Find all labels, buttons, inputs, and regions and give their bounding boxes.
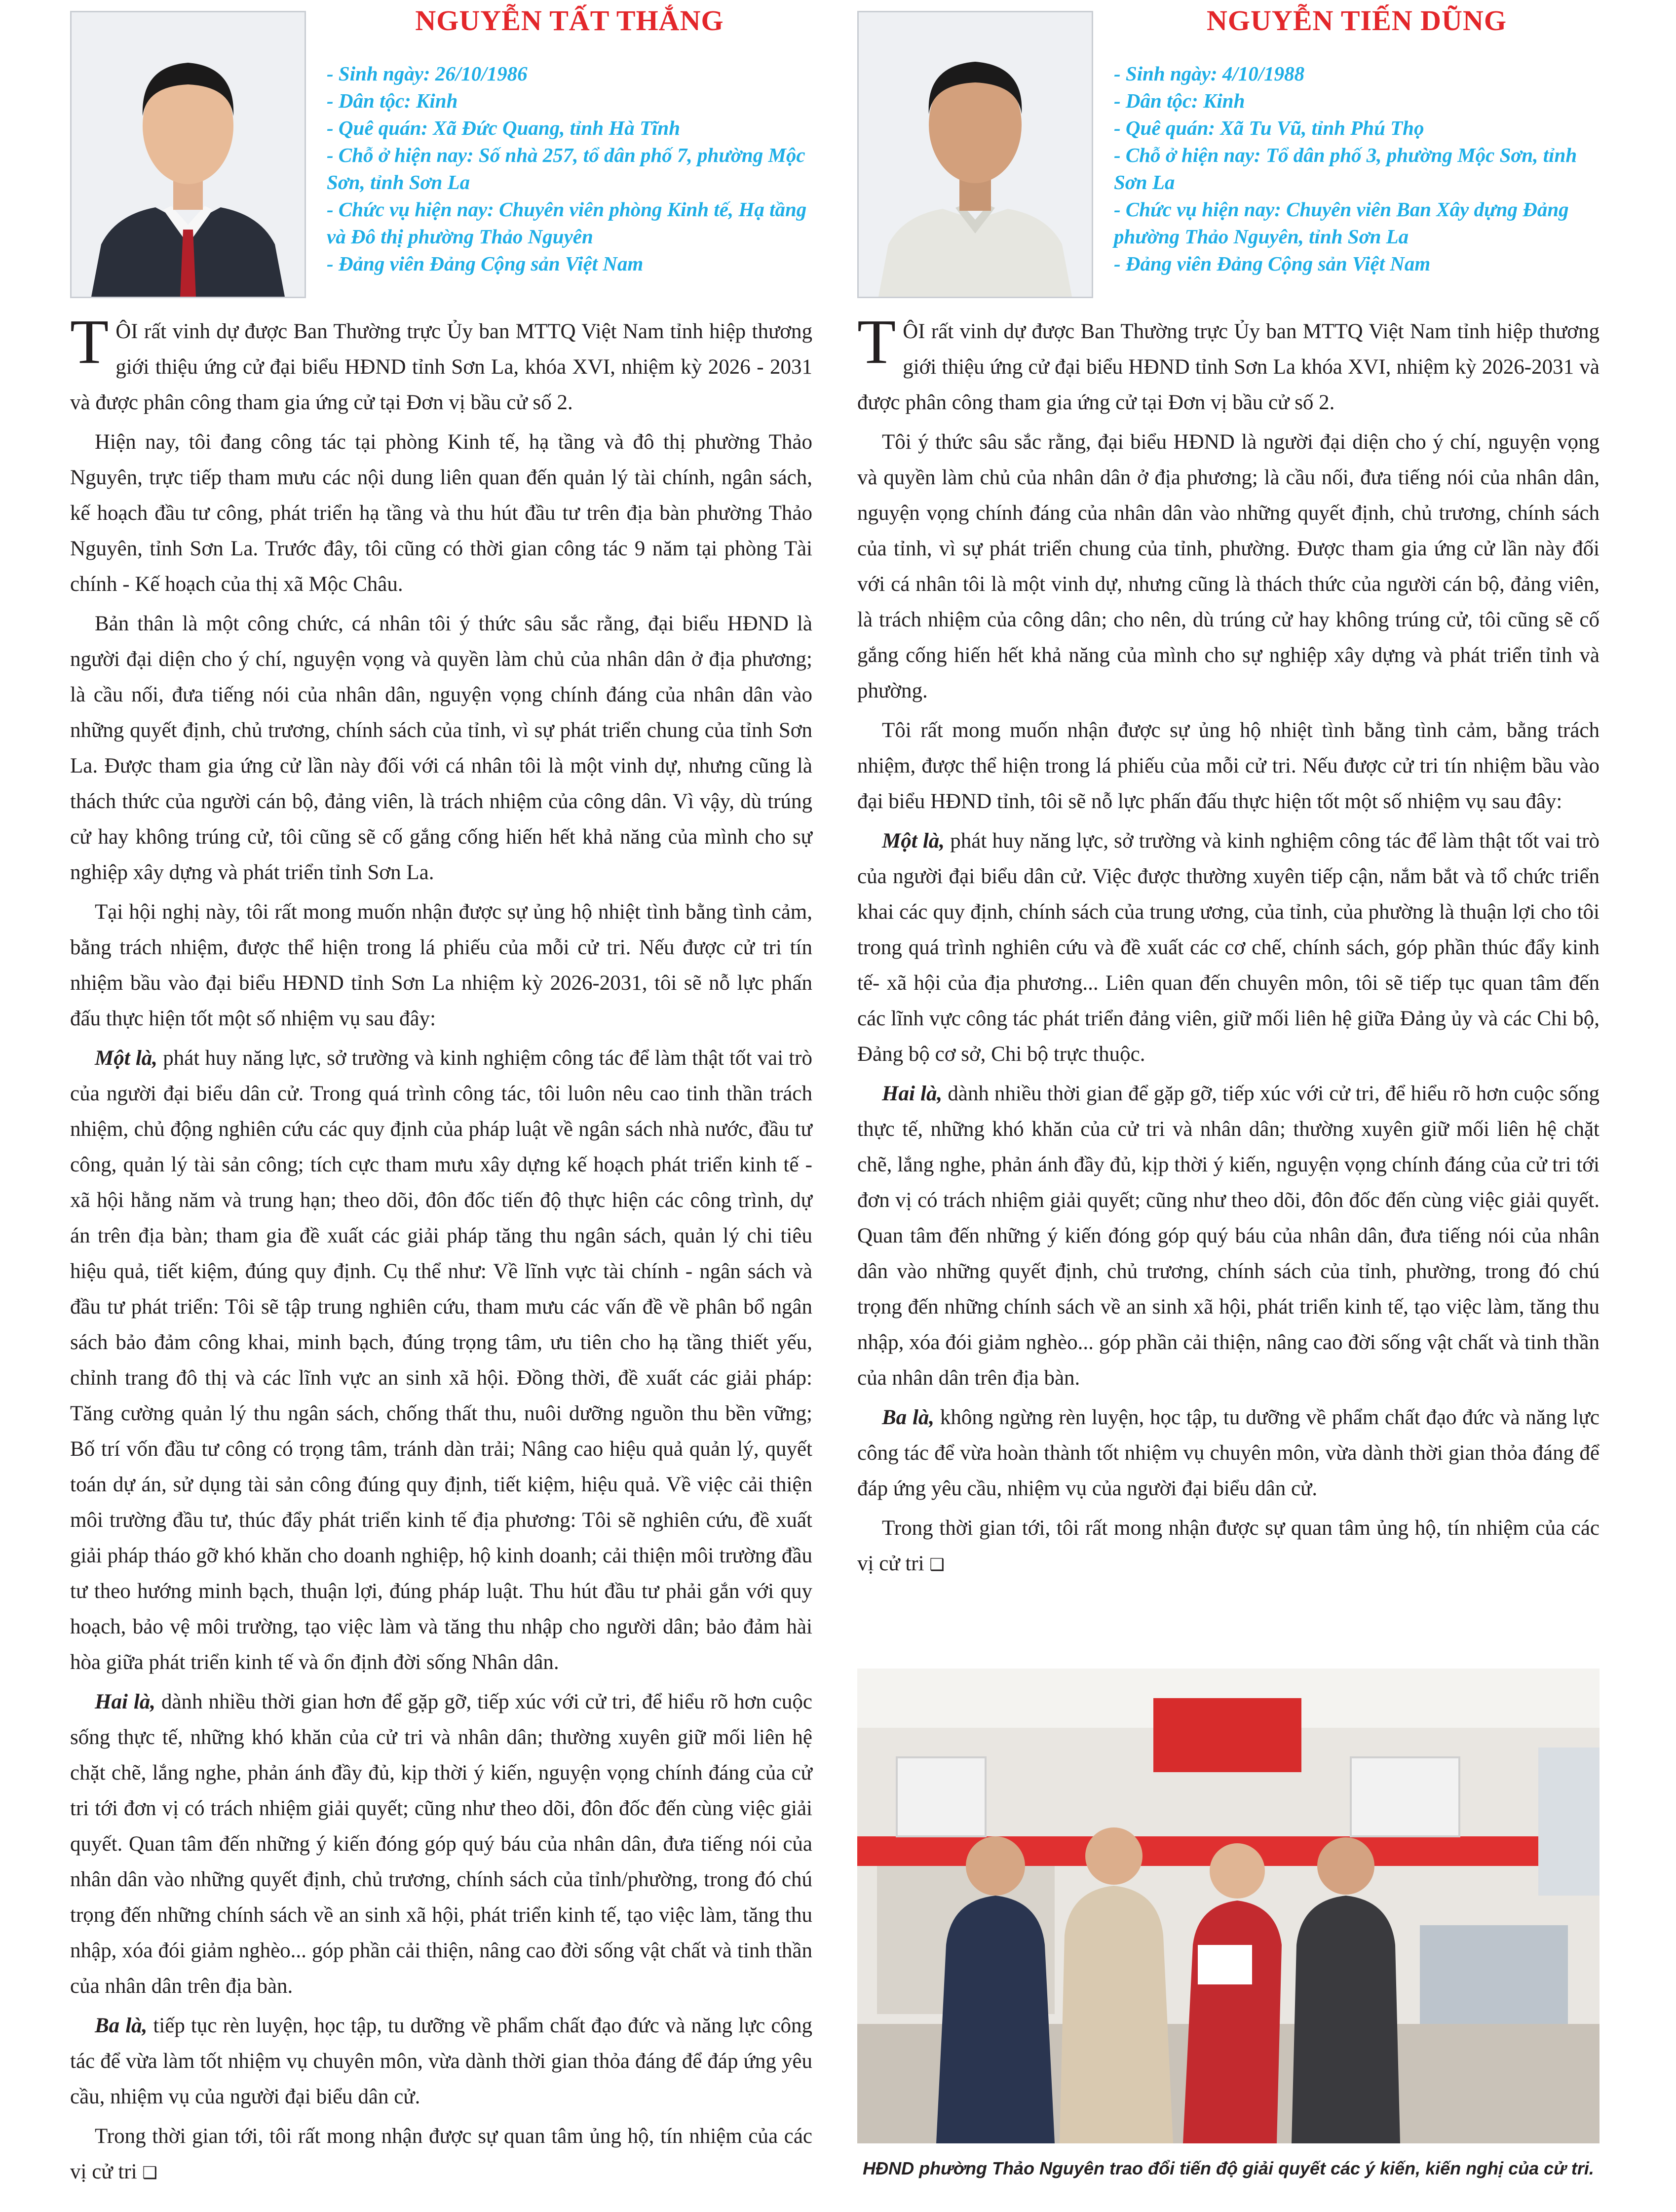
candidate-statement — [857, 307, 1600, 1587]
task-lead: Ba là, — [95, 2014, 148, 2037]
task-lead: Một là, — [882, 829, 945, 853]
bio-hometown: - Quê quán: Xã Đức Quang, tỉnh Hà Tĩnh — [327, 116, 681, 139]
statement-intro: TÔI rất vinh dự được Ban Thường trực Ủy ban MTTQ Việt Nam tỉnh hiệp thương giới thiệu ứng cử đại biểu HĐND tỉnh Sơn La, khóa XVI, nhiệm kỳ 2026 - 2031 và được phân công tham gia ứng cử tại Đơn vị bầu cử số 2. — [70, 307, 812, 414]
candidate-name: NGUYỄN TẤT THẮNG — [415, 4, 724, 37]
candidate-portrait — [70, 11, 306, 298]
task-three: Ba là, tiếp tục rèn luyện, học tập, tu dưỡng về phẩm chất đạo đức và năng lực công tác để vừa làm tốt nhiệm vụ chuyên môn, vừa dành thời gian thỏa đáng để đáp ứng yêu cầu, nhiệm vụ của người đại biểu dân cử. — [70, 2014, 812, 2108]
task-one: Một là, phát huy năng lực, sở trường và kinh nghiệm công tác để làm thật tốt vai trò của người đại biểu dân cử. Trong quá trình công tác, tôi luôn nêu cao tinh thần trách nhiệm, chủ động nghiên cứu các quy định của pháp luật về ngân sách nhà nước, đầu tư công, quản lý tài sản công; tích cực tham mưu xây dựng kế hoạch phát triển kinh tế - xã hội hằng năm và trung hạn; theo dõi, đôn đốc tiến độ thực hiện các công trình, dự án trên địa bàn; tham gia đề xuất các giải pháp tăng thu ngân sách, quản lý chi tiêu hiệu quả, tiết kiệm, đúng quy định. Cụ thể như: Về lĩnh vực tài chính - ngân sách và đầu tư phát triển: Tôi sẽ tập trung nghiên cứu, tham mưu các vấn đề về phân bổ ngân sách bảo đảm công khai, minh bạch, đúng trọng tâm, ưu tiên cho hạ tầng thiết yếu, chỉnh trang đô thị và các lĩnh vực an sinh xã hội. Đồng thời, đề xuất các giải pháp: Tăng cường quản lý thu ngân sách, chống thất thu, nuôi dưỡng nguồn thu bền vững; Bố trí vốn đầu tư công có trọng tâm, tránh dàn trải; Nâng cao hiệu quả quản lý, quyết toán dự án, sử dụng tài sản công đúng quy định, tiết kiệm, hiệu quả. Về việc cải thiện môi trường đầu tư, thúc đẩy phát triển kinh tế địa phương: Tôi sẽ nghiên cứu, đề xuất giải pháp tháo gỡ khó khăn cho doanh nghiệp, hộ kinh doanh; cải thiện môi trường đầu tư theo hướng minh bạch, thuận lợi, đúng pháp luật. Thu hút đầu tư phải gắn với quy hoạch, bảo vệ môi trường, tạo việc làm và tăng thu nhập cho người dân; bảo đảm hài hòa giữa phát triển kinh tế và ổn định đời sống Nhân dân. — [70, 1047, 812, 1674]
photo-caption: HĐND phường Thảo Nguyên trao đổi tiến độ giải quyết các ý kiến, kiến nghị của cử tri. — [863, 2158, 1594, 2178]
drop-cap: T — [857, 307, 896, 377]
bio-position: - Chức vụ hiện nay: Chuyên viên Ban Xây dựng Đảng phường Thảo Nguyên, tỉnh Sơn La — [1114, 198, 1569, 248]
candidate-bio — [327, 60, 812, 277]
bio-party: - Đảng viên Đảng Cộng sản Việt Nam — [1114, 252, 1431, 275]
bio-position: - Chức vụ hiện nay: Chuyên viên phòng Kinh tế, Hạ tầng và Đô thị phường Thảo Nguyên — [327, 198, 807, 248]
task-two: Hai là, dành nhiều thời gian để gặp gỡ, tiếp xúc với cử tri, để hiểu rõ hơn cuộc sống thực tế, những khó khăn của cử tri và nhân dân; thường xuyên giữ mối liên hệ chặt chẽ, lắng nghe, phản ánh đầy đủ, kịp thời ý kiến, nguyện vọng chính đáng của cử tri tới đơn vị có trách nhiệm giải quyết; cũng như theo dõi, đôn đốc đến cùng việc giải quyết. Quan tâm đến những ý kiến đóng góp quý báu của nhân dân, đưa tiếng nói của nhân dân vào những quyết định, chủ trương, chính sách của tỉnh, phường, trong đó chú trọng đến những chính sách về an sinh xã hội, phát triển kinh tế, tạo việc làm, tăng thu nhập, xóa đói giảm nghèo... góp phần cải thiện, nâng cao đời sống vật chất và tinh thần của nhân dân trên địa bàn. — [857, 1082, 1600, 1390]
task-lead: Một là, — [95, 1047, 158, 1070]
task-three: Ba là, không ngừng rèn luyện, học tập, tu dưỡng về phẩm chất đạo đức và năng lực công tác để vừa hoàn thành tốt nhiệm vụ chuyên môn, vừa dành thời gian thỏa đáng để đáp ứng yêu cầu, nhiệm vụ của người đại biểu dân cử. — [857, 1406, 1600, 1500]
bio-party: - Đảng viên Đảng Cộng sản Việt Nam — [327, 252, 644, 275]
task-two: Hai là, dành nhiều thời gian hơn để gặp gỡ, tiếp xúc với cử tri, để hiểu rõ hơn cuộc sống thực tế, những khó khăn của cử tri và nhân dân; thường xuyên giữ mối liên hệ chặt chẽ, lắng nghe, phản ánh đầy đủ, kịp thời ý kiến, nguyện vọng chính đáng của cử tri tới đơn vị có trách nhiệm giải quyết; cũng như theo dõi, đôn đốc đến cùng việc giải quyết. Quan tâm đến những ý kiến đóng góp quý báu của nhân dân, đưa tiếng nói của nhân dân vào những quyết định, chủ trương, chính sách của tỉnh/phường, trong đó chú trọng đến những chính sách về an sinh xã hội, phát triển kinh tế, tạo việc làm, tăng thu nhập, xóa đói giảm nghèo... góp phần cải thiện, nâng cao đời sống vật chất và tinh thần của nhân dân trên địa bàn. — [70, 1690, 812, 1998]
statement-closing: Trong thời gian tới, tôi rất mong nhận được sự quan tâm ủng hộ, tín nhiệm của các vị cử tri ❑ — [70, 2125, 812, 2183]
candidate-bio — [1114, 60, 1600, 277]
task-lead: Ba là, — [882, 1406, 935, 1429]
bio-residence: - Chỗ ở hiện nay: Tổ dân phố 3, phường Mộc Sơn, tỉnh Sơn La — [1114, 144, 1577, 194]
meeting-photo-illustration — [857, 1669, 1600, 2143]
statement-closing: Trong thời gian tới, tôi rất mong nhận được sự quan tâm ủng hộ, tín nhiệm của các vị cử tri ❑ — [857, 1516, 1600, 1575]
statement-paragraph: Tôi ý thức sâu sắc rằng, đại biểu HĐND là người đại diện cho ý chí, nguyện vọng và quyền làm chủ của nhân dân ở địa phương; là cầu nối, đưa tiếng nói của nhân dân, nguyện vọng chính đáng của nhân dân vào những quyết định, chủ trương, chính sách của tỉnh, vì sự phát triển chung của tỉnh, phường. Được tham gia ứng cử lần này đối với cá nhân tôi là một vinh dự, nhưng cũng là thách thức của người cán bộ, đảng viên, là trách nhiệm của công dân; cho nên, dù trúng cử hay không trúng cử, tôi cũng sẽ cố gắng cống hiến hết khả năng của mình cho sự nghiệp xây dựng và phát triển tỉnh và phường. — [857, 430, 1600, 702]
portrait-illustration — [859, 12, 1092, 297]
statement-paragraph: Hiện nay, tôi đang công tác tại phòng Kinh tế, hạ tầng và đô thị phường Thảo Nguyên, trực tiếp tham mưu các nội dung liên quan đến quản lý tài chính, ngân sách, kế hoạch đầu tư công, phát triển hạ tầng và thu hút đầu tư trên địa bàn phường Thảo Nguyên, tỉnh Sơn La. Trước đây, tôi cũng có thời gian công tác 9 năm tại phòng Tài chính - Kế hoạch của thị xã Mộc Châu. — [70, 430, 812, 596]
portrait-illustration — [72, 12, 305, 297]
meeting-photo — [857, 1669, 1600, 2143]
bio-hometown: - Quê quán: Xã Tu Vũ, tỉnh Phú Thọ — [1114, 116, 1424, 139]
task-one: Một là, phát huy năng lực, sở trường và kinh nghiệm công tác để làm thật tốt vai trò của người đại biểu dân cử. Việc được thường xuyên tiếp cận, nắm bắt và tổ chức triển khai các quy định, chính sách của trung ương, của tỉnh, của phường là thuận lợi cho tôi trong quá trình nghiên cứu và đề xuất các cơ chế, chính sách, góp phần thúc đẩy kinh tế- xã hội của địa phương... Liên quan đến chuyên môn, tôi sẽ tiếp tục quan tâm đến các lĩnh vực công tác phát triển đảng viên, giữ mối liên hệ giữa Đảng ủy và các Chi bộ, Đảng bộ cơ sở, Chi bộ trực thuộc. — [857, 829, 1600, 1066]
candidate-portrait — [857, 11, 1093, 298]
candidate-statement — [70, 307, 812, 2195]
statement-paragraph: Tôi rất mong muốn nhận được sự ủng hộ nhiệt tình bằng tình cảm, bằng trách nhiệm, được thể hiện trong lá phiếu của mỗi cử tri. Nếu được cử tri tín nhiệm bầu vào đại biểu HĐND tỉnh, tôi sẽ nỗ lực phấn đấu thực hiện tốt một số nhiệm vụ sau đây: — [857, 719, 1600, 813]
drop-cap: T — [70, 307, 109, 377]
end-mark-icon: ❑ — [142, 2163, 157, 2183]
candidate-name: NGUYỄN TIẾN DŨNG — [1207, 4, 1507, 37]
bio-birthdate: - Sinh ngày: 26/10/1986 — [327, 62, 528, 85]
task-lead: Hai là, — [882, 1082, 943, 1105]
bio-residence: - Chỗ ở hiện nay: Số nhà 257, tổ dân phố 7, phường Mộc Sơn, tỉnh Sơn La — [327, 144, 805, 194]
statement-paragraph: Tại hội nghị này, tôi rất mong muốn nhận được sự ủng hộ nhiệt tình bằng tình cảm, bằng trách nhiệm, được thể hiện trong lá phiếu của mỗi cử tri. Nếu được cử tri tín nhiệm bầu vào đại biểu HĐND tỉnh Sơn La nhiệm kỳ 2026-2031, tôi sẽ nỗ lực phấn đấu thực hiện tốt một số nhiệm vụ sau đây: — [70, 900, 812, 1030]
bio-ethnicity: - Dân tộc: Kinh — [1114, 89, 1245, 112]
end-mark-icon: ❑ — [929, 1555, 945, 1575]
statement-paragraph: Bản thân là một công chức, cá nhân tôi ý thức sâu sắc rằng, đại biểu HĐND là người đại diện cho ý chí, nguyện vọng và quyền làm chủ của nhân dân ở địa phương; là cầu nối, đưa tiếng nói của nhân dân, nguyện vọng chính đáng của nhân dân vào những quyết định, chủ trương, chính sách của tỉnh, vì sự phát triển chung của tỉnh Sơn La. Được tham gia ứng cử lần này đối với cá nhân tôi là một vinh dự, nhưng cũng là thách thức của người cán bộ, đảng viên, là trách nhiệm của công dân. Vì vậy, dù trúng cử hay không trúng cử, tôi cũng sẽ cố gắng cống hiến hết khả năng của mình cho sự nghiệp xây dựng và phát triển tỉnh Sơn La. — [70, 612, 812, 884]
statement-intro: TÔI rất vinh dự được Ban Thường trực Ủy ban MTTQ Việt Nam tỉnh hiệp thương giới thiệu ứng cử đại biểu HĐND tỉnh Sơn La khóa XVI, nhiệm kỳ 2026-2031 và được phân công tham gia ứng cử tại Đơn vị bầu cử số 2. — [857, 307, 1600, 414]
bio-ethnicity: - Dân tộc: Kinh — [327, 89, 458, 112]
bio-birthdate: - Sinh ngày: 4/10/1988 — [1114, 62, 1305, 85]
task-lead: Hai là, — [95, 1690, 156, 1713]
